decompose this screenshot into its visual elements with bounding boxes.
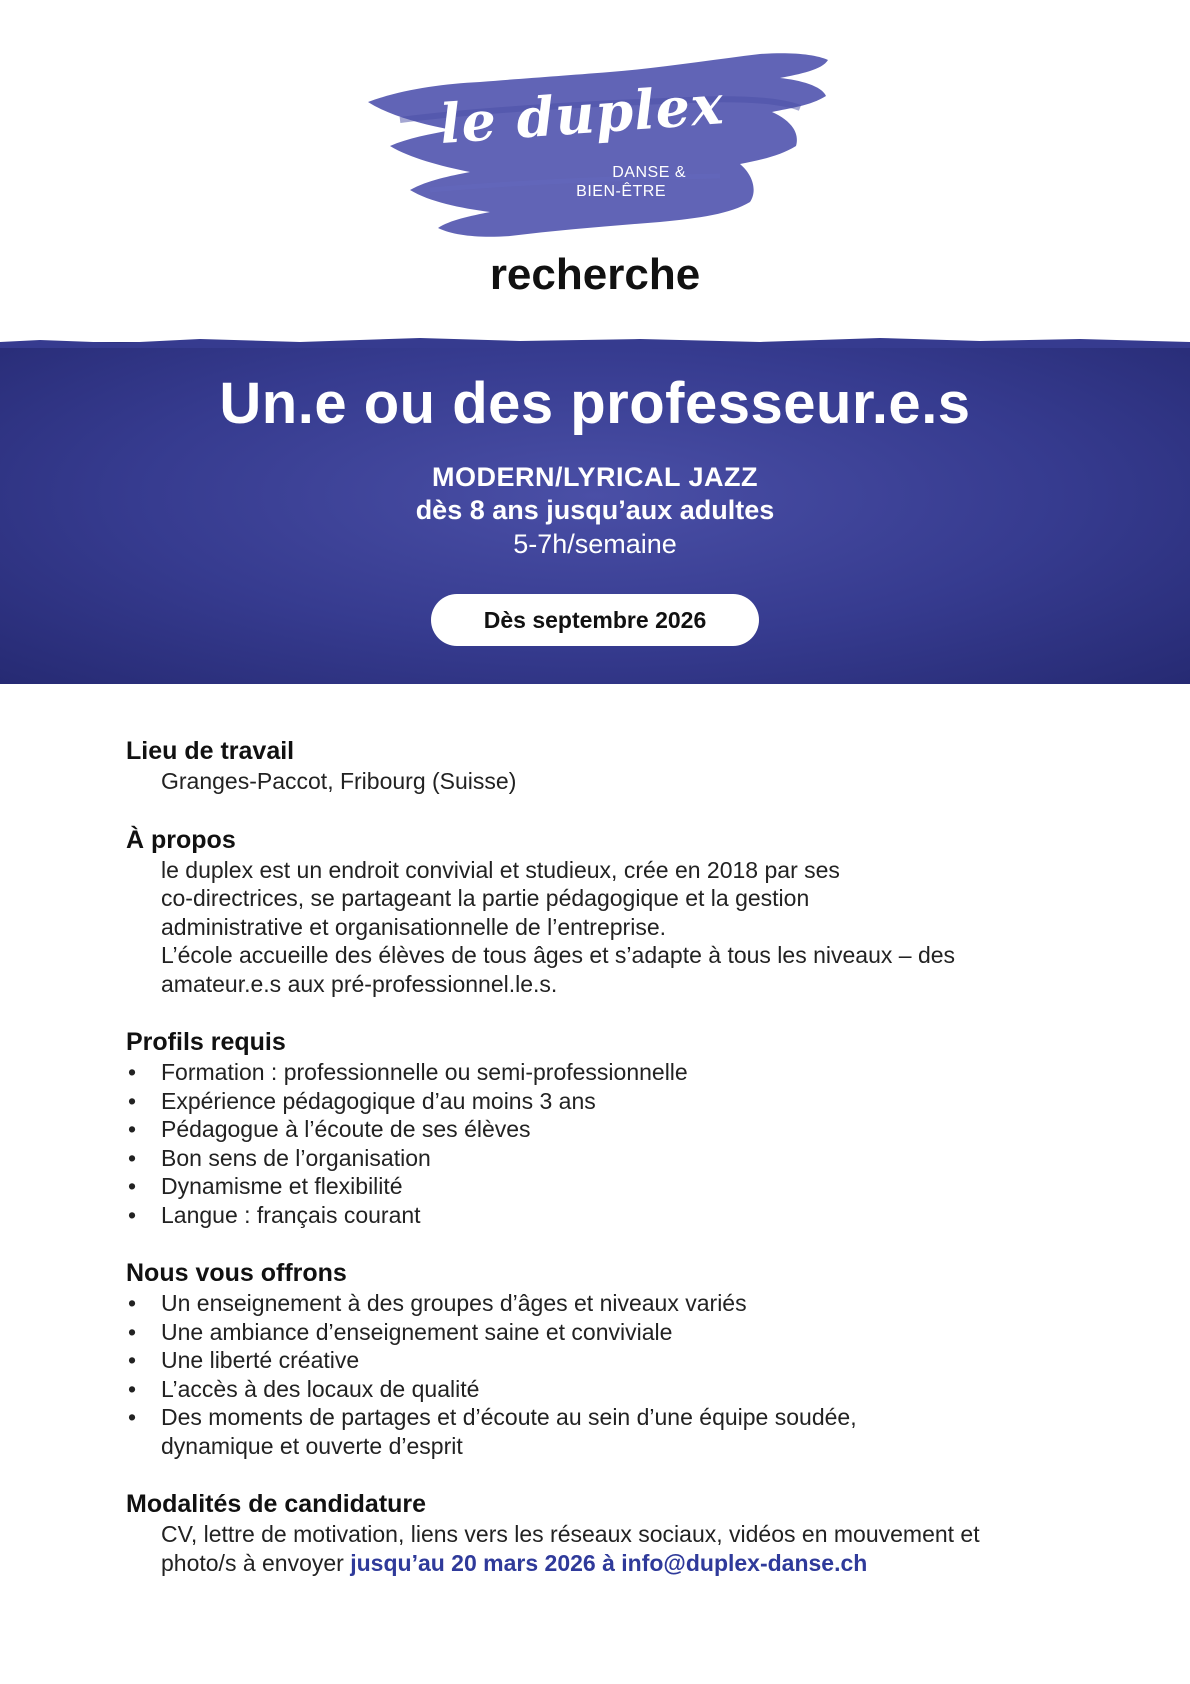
- bullet-icon: •: [128, 1059, 137, 1085]
- bullet-icon: •: [128, 1116, 137, 1142]
- weekly-hours: 5-7h/semaine: [513, 529, 677, 559]
- section-title-profils: Profils requis: [126, 1028, 286, 1056]
- section-title-offrons: Nous vous offrons: [126, 1259, 347, 1287]
- list-item: • Expérience pédagogique d’au moins 3 ans: [128, 1087, 596, 1114]
- list-item: • Dynamisme et flexibilité: [128, 1173, 403, 1199]
- apropos-line: administrative et organisationnelle de l’entreprise.: [161, 913, 667, 940]
- list-item: • Formation : professionnelle ou semi-professionnelle: [128, 1059, 688, 1085]
- candidature-line2-prefix: photo/s à envoyer: [161, 1549, 351, 1576]
- list-item: • Langue : français courant: [128, 1201, 421, 1228]
- offrons-list: [126, 1289, 1071, 1432]
- list-item: • Une liberté créative: [128, 1347, 360, 1373]
- list-item: • Une ambiance d’enseignement saine et conviviale: [128, 1318, 673, 1345]
- list-item: • L’accès à des locaux de qualité: [128, 1375, 480, 1402]
- bullet-icon: •: [128, 1375, 137, 1402]
- list-item: • Bon sens de l’organisation: [128, 1144, 431, 1171]
- bullet-icon: •: [128, 1087, 137, 1114]
- apropos-line: amateur.e.s aux pré-professionnel.le.s.: [161, 970, 558, 997]
- apropos-line: co-directrices, se partageant la partie pédagogique et la gestion: [161, 885, 810, 911]
- bullet-icon: •: [128, 1347, 137, 1373]
- candidature-line2: [126, 1549, 1071, 1578]
- section-title-lieu: Lieu de travail: [126, 737, 295, 765]
- start-date-badge: Dès septembre 2026: [431, 594, 759, 646]
- section-title-apropos: À propos: [126, 825, 236, 854]
- banner-brush-edge: [0, 334, 1190, 348]
- bullet-icon: •: [128, 1318, 137, 1345]
- section-lieu: [126, 735, 1071, 796]
- dance-style: MODERN/LYRICAL JAZZ: [431, 462, 759, 492]
- bullet-icon: •: [128, 1290, 137, 1316]
- bullet-icon: •: [128, 1173, 137, 1199]
- list-item: • Un enseignement à des groupes d’âges et niveaux variés: [128, 1290, 747, 1316]
- apropos-line: le duplex est un endroit convivial et studieux, crée en 2018 par ses: [161, 856, 840, 883]
- list-item: • Des moments de partages et d’écoute au sein d’une équipe soudée,: [128, 1404, 857, 1430]
- section-profils: [126, 1026, 1071, 1229]
- logo-tagline-line1: DANSE &: [612, 164, 686, 181]
- job-details: [126, 735, 1071, 1605]
- profils-list: [126, 1058, 1071, 1229]
- bullet-icon: •: [128, 1404, 137, 1430]
- bullet-icon: •: [128, 1144, 137, 1171]
- bullet-icon: •: [128, 1201, 137, 1228]
- logo-tagline-line2: BIEN-ÊTRE: [576, 183, 666, 200]
- apropos-line: L’école accueille des élèves de tous âges et s’adapte à tous les niveaux – des: [161, 942, 956, 968]
- list-item: • Pédagogue à l’écoute de ses élèves: [128, 1116, 531, 1142]
- page-heading: recherche: [489, 250, 701, 299]
- candidature-line1: CV, lettre de motivation, liens vers les réseaux sociaux, vidéos en mouvement et: [161, 1521, 980, 1547]
- section-offrons: [126, 1257, 1071, 1460]
- lieu-text: Granges-Paccot, Fribourg (Suisse): [161, 768, 517, 794]
- section-title-candidature: Modalités de candidature: [126, 1490, 427, 1518]
- logo-wordmark: le duplex: [437, 72, 727, 156]
- offrons-item-continuation: dynamique et ouverte d’esprit: [161, 1432, 463, 1459]
- section-apropos: [126, 824, 1071, 999]
- section-candidature: [126, 1488, 1071, 1577]
- logo: [360, 50, 830, 240]
- deadline-and-email: jusqu’au 20 mars 2026 à info@duplex-danse.ch: [350, 1549, 868, 1576]
- age-range: dès 8 ans jusqu’aux adultes: [415, 495, 775, 525]
- job-title: Un.e ou des professeur.e.s: [219, 371, 971, 436]
